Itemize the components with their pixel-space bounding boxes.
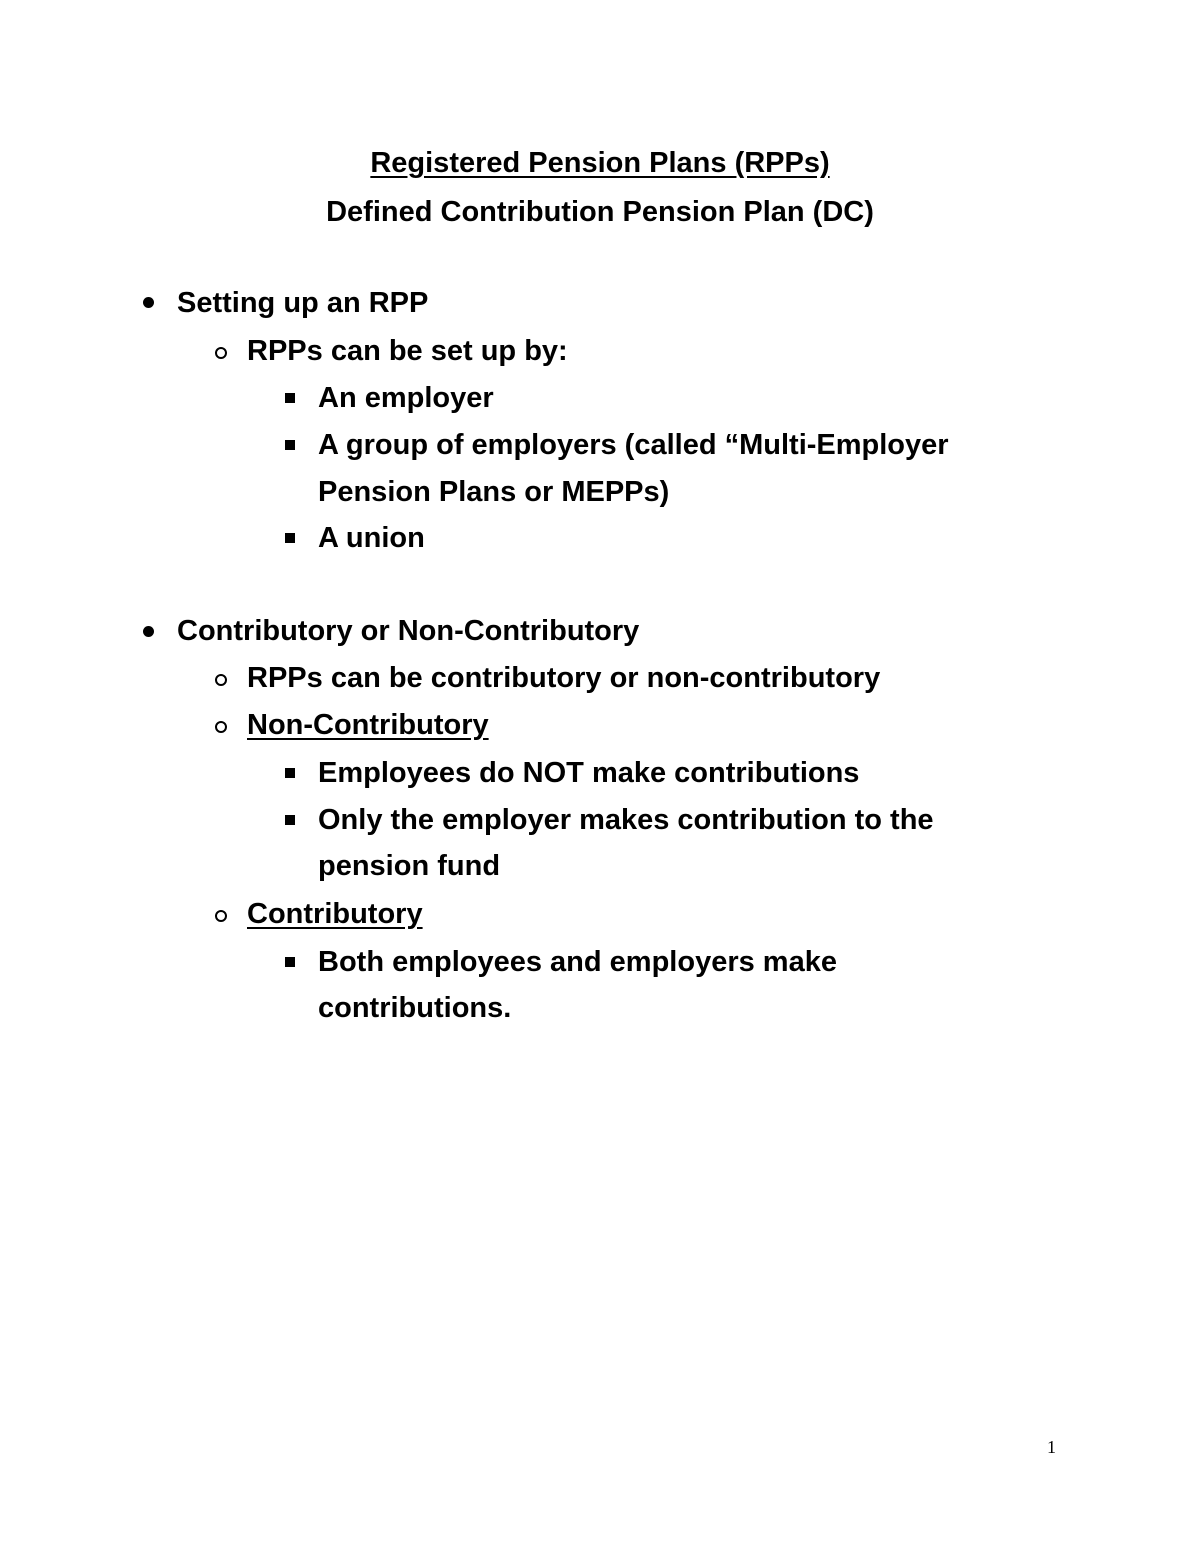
sub-item-only-employer: Only the employer makes contribution to the bbox=[318, 804, 934, 836]
sub-item-both: Both employees and employers make bbox=[318, 946, 837, 978]
bullet-dot-icon bbox=[143, 297, 154, 308]
list-item-non-contributory: Non-Contributory bbox=[247, 709, 489, 741]
page-number: 1 bbox=[1047, 1437, 1056, 1457]
sub-item-union: A union bbox=[318, 522, 425, 554]
sub-item-only-employer-cont: pension fund bbox=[318, 850, 501, 882]
bullet-circle-icon bbox=[215, 721, 227, 733]
bullet-square-icon bbox=[285, 815, 295, 825]
bullet-square-icon bbox=[285, 533, 295, 543]
bullet-circle-icon bbox=[215, 910, 227, 922]
bullet-square-icon bbox=[285, 768, 295, 778]
sub-item-employer: An employer bbox=[318, 382, 494, 414]
sub-item-employees-no: Employees do NOT make contributions bbox=[318, 757, 860, 789]
bullet-circle-icon bbox=[215, 347, 227, 359]
section-heading-contributory: Contributory or Non-Contributory bbox=[177, 615, 640, 647]
list-item-contributory-or-not: RPPs can be contributory or non-contributory bbox=[247, 662, 881, 694]
list-item-set-up-by: RPPs can be set up by: bbox=[247, 335, 568, 367]
bullet-dot-icon bbox=[143, 626, 154, 637]
section-heading-setup: Setting up an RPP bbox=[177, 287, 429, 319]
document-title: Registered Pension Plans (RPPs) bbox=[370, 147, 830, 179]
list-item-contributory: Contributory bbox=[247, 898, 423, 930]
bullet-circle-icon bbox=[215, 674, 227, 686]
bullet-square-icon bbox=[285, 440, 295, 450]
sub-item-group-of-employers-cont: Pension Plans or MEPPs) bbox=[318, 476, 670, 508]
document-subtitle: Defined Contribution Pension Plan (DC) bbox=[326, 196, 874, 228]
sub-item-both-cont: contributions. bbox=[318, 992, 512, 1024]
bullet-square-icon bbox=[285, 957, 295, 967]
bullet-square-icon bbox=[285, 393, 295, 403]
sub-item-group-of-employers: A group of employers (called “Multi-Employer bbox=[318, 429, 949, 461]
